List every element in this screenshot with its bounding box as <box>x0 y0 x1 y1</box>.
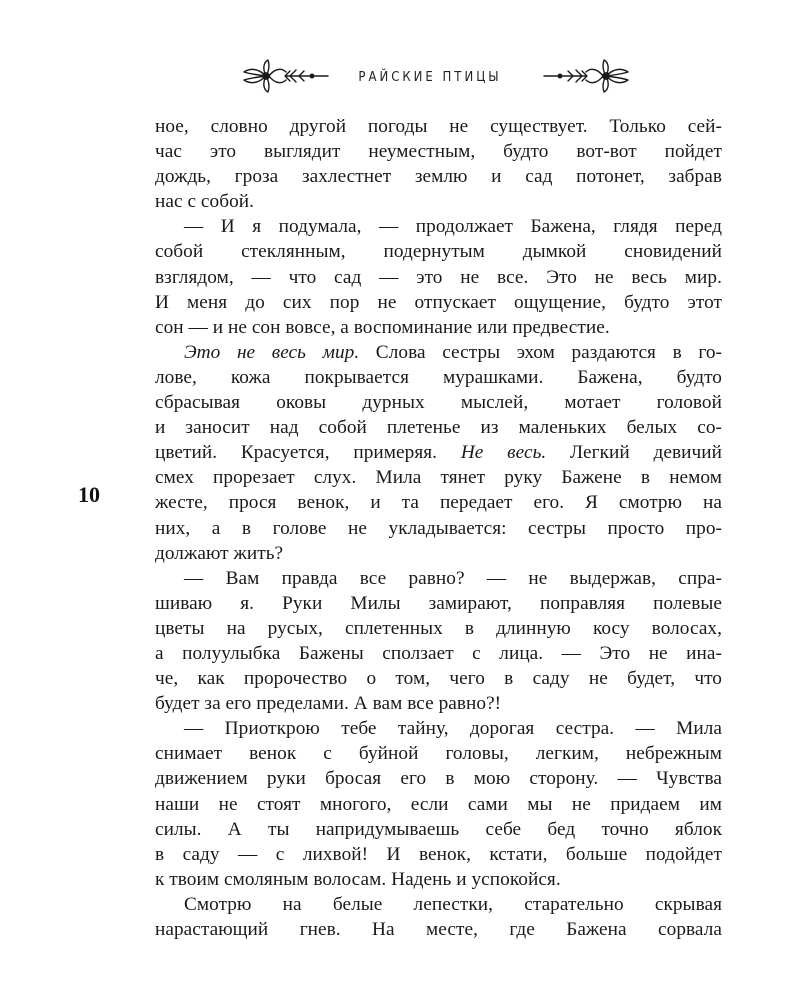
text-line: снимает венок с буйной головы, легким, небрежным <box>155 743 722 765</box>
text-line: ное, словно другой погоды не существует. Только сей- <box>155 116 722 137</box>
text-line: жесте, прося венок, и та передает его. Я смотрю на <box>155 492 722 514</box>
text-line: — Приоткрою тебе тайну, дорогая сестра. — Мила <box>184 718 722 740</box>
text-line: сбрасывая оковы дурных мыслей, мотает головой <box>155 392 722 414</box>
text-line: должают жить? <box>155 542 284 564</box>
text-line: нарастающий гнев. На месте, где Бажена сорвала <box>155 919 722 940</box>
text-line: них, а в голове не укладывается: сестры просто про- <box>155 517 722 539</box>
text-fragment: Легкий девичий <box>546 442 722 464</box>
text-line: — И я подумала, — продолжает Бажена, глядя перед <box>184 216 722 238</box>
running-head <box>0 58 800 98</box>
text-line: силы. А ты напридумываешь себе бед точно яблок <box>155 818 722 840</box>
text-line: собой стеклянным, подернутым дымкой сновидений <box>155 241 722 263</box>
text-line: а полуулыбка Бажены сползает с лица. — Это не ина- <box>155 642 722 664</box>
text-fragment: Слова сестры эхом раздаются в го- <box>359 341 722 363</box>
text-line: шиваю я. Руки Милы замирают, поправляя полевые <box>155 592 722 614</box>
text-line: движением руки бросая его в мою сторону. — Чувства <box>155 768 722 790</box>
text-line: — Вам правда все равно? — не выдержав, спра- <box>184 567 722 589</box>
text-line: нас с собой. <box>155 191 255 213</box>
right-ornament-icon <box>540 58 630 94</box>
text-line: и заносит над собой плетенье из маленьких белых со- <box>155 417 722 439</box>
text-line: сон — и не сон вовсе, а воспоминание или предвестие. <box>155 316 610 338</box>
text-line: цветы на русых, сплетенных в длинную косу волосах, <box>155 617 722 639</box>
text-line <box>155 440 722 465</box>
text-line: дождь, гроза захлестнет землю и сад потонет, забрав <box>155 166 722 188</box>
text-line: в саду — с лихвой! И венок, кстати, больше подойдет <box>155 843 722 865</box>
text-line: к твоим смоляным волосам. Надень и успокойся. <box>155 868 561 890</box>
running-head-title: РАЙСКИЕ ПТИЦЫ <box>358 70 502 85</box>
italic-phrase: Это не весь мир. <box>184 341 360 363</box>
left-ornament-icon <box>242 58 332 94</box>
text-line: час это выглядит неуместным, будто вот-вот пойдет <box>155 141 722 163</box>
text-fragment: цветий. Красуется, примеряя. <box>155 442 438 464</box>
text-line: наши не стоят многого, если сами мы не придаем им <box>155 793 722 815</box>
text-line: взглядом, — что сад — это не все. Это не весь мир. <box>155 266 722 288</box>
text-line: смех прорезает слух. Мила тянет руку Бажене в немом <box>155 467 722 489</box>
text-line <box>155 340 722 365</box>
italic-phrase: Не весь. <box>460 442 547 464</box>
text-line: лове, кожа покрывается мурашками. Бажена, будто <box>155 366 722 388</box>
body-text <box>155 114 722 942</box>
page-number: 10 <box>78 482 100 507</box>
text-line: И меня до сих пор не отпускает ощущение, будто этот <box>155 291 722 313</box>
text-line: будет за его пределами. А вам все равно?! <box>155 693 502 715</box>
text-line: Смотрю на белые лепестки, старательно скрывая <box>184 893 722 915</box>
text-line: че, как пророчество о том, чего в саду не будет, что <box>155 668 722 690</box>
